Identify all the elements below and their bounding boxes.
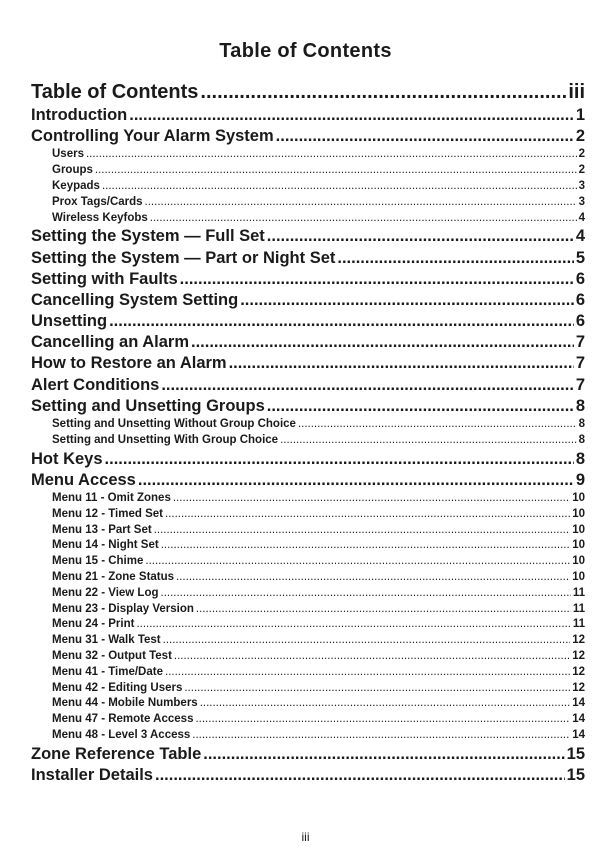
toc-entry[interactable] [31,375,585,396]
dot-leader [203,744,564,765]
toc-entry-page-number: 10 [572,523,585,536]
dot-leader [298,417,577,433]
toc-entry[interactable] [31,226,585,247]
toc-entry-page-number: 8 [578,433,585,446]
dot-leader [267,396,574,417]
dot-leader [102,179,577,195]
dot-leader [109,311,574,332]
toc-entry[interactable] [31,470,585,491]
toc-entry[interactable] [31,449,585,470]
dot-leader [136,617,570,633]
dot-leader [180,269,574,290]
page-number: iii [301,830,310,844]
toc-entry-page-number: 6 [575,290,585,309]
dot-leader [145,554,570,570]
toc-entry-page-number: 3 [578,195,585,208]
toc-entry-label: Introduction [31,106,128,124]
toc-entry-label: Hot Keys [31,449,103,468]
table-of-contents [31,79,585,786]
dot-leader [267,226,574,247]
toc-entry-label: Setting with Faults [31,269,178,288]
dot-leader [176,570,570,586]
dot-leader [165,507,570,523]
toc-entry-page-number: 4 [575,227,585,246]
toc-entry-page-number: 12 [572,649,585,662]
toc-subentry[interactable] [31,147,585,163]
toc-entry-page-number: 10 [572,507,585,520]
toc-entry-page-number: 1 [575,106,585,124]
dot-leader [154,523,571,539]
dot-leader [95,163,577,179]
toc-entry[interactable] [31,269,585,290]
toc-entry-page-number: 7 [575,333,585,352]
toc-entry-label: Menu 11 - Omit Zones [52,492,171,505]
toc-entry-label: How to Restore an Alarm [31,354,227,373]
toc-entry-page-number: 11 [572,586,585,599]
toc-subentry[interactable] [31,681,585,697]
toc-subentry[interactable] [31,712,585,728]
toc-entry-page-number: 10 [572,539,585,552]
toc-entry[interactable] [31,79,585,105]
toc-entry-page-number: 8 [578,418,585,431]
toc-entry-label: Menu 31 - Walk Test [52,634,161,647]
toc-entry-label: Cancelling an Alarm [31,333,190,352]
dot-leader [161,375,573,396]
toc-entry[interactable] [31,765,585,786]
toc-subentry[interactable] [31,696,585,712]
dot-leader [165,665,570,681]
toc-entry-label: Setting and Unsetting Without Group Choice [52,418,296,431]
toc-entry-label: Menu 21 - Zone Status [52,571,175,583]
dot-leader [174,649,570,665]
dot-leader [145,195,577,211]
toc-entry-label: Setting and Unsetting Groups [31,396,265,415]
toc-entry-page-number: 14 [572,728,585,741]
toc-entry-label: Menu Access [31,470,136,489]
toc-entry-page-number: 12 [572,634,585,647]
dot-leader [155,765,565,786]
toc-entry-label: Menu 12 - Timed Set [52,507,163,520]
toc-subentry[interactable] [31,617,585,633]
toc-entry-page-number: 8 [575,396,585,415]
dot-leader [105,449,574,470]
toc-entry-page-number: 3 [578,179,585,192]
toc-subentry[interactable] [31,417,585,433]
toc-subentry[interactable] [31,570,585,586]
toc-entry-page-number: 10 [572,492,585,505]
toc-subentry[interactable] [31,665,585,681]
toc-entry-page-number: 6 [575,312,585,331]
toc-entry[interactable] [31,248,585,269]
dot-leader [161,538,571,554]
dot-leader [191,332,574,353]
toc-subentry[interactable] [31,728,585,744]
toc-entry-label: Menu 14 - Night Set [52,539,159,552]
toc-entry[interactable] [31,353,585,374]
toc-entry-label: Menu 32 - Output Test [52,649,172,662]
dot-leader [184,681,570,697]
toc-entry-label: Menu 15 - Chime [52,555,144,568]
toc-subentry[interactable] [31,554,585,570]
toc-entry-page-number: 7 [575,375,585,394]
toc-entry[interactable] [31,105,585,126]
dot-leader [337,248,573,269]
toc-subentry[interactable] [31,179,585,195]
toc-subentry[interactable] [31,538,585,554]
toc-entry-label: Zone Reference Table [31,744,202,763]
toc-entry[interactable] [31,126,585,147]
toc-entry-page-number: iii [568,81,585,103]
toc-subentry[interactable] [31,586,585,602]
toc-entry-label: Installer Details [31,765,153,784]
toc-entry-label: Menu 42 - Editing Users [52,681,183,694]
toc-entry[interactable] [31,311,585,332]
toc-entry-page-number: 9 [575,470,585,489]
dot-leader [86,147,577,163]
dot-leader [280,433,577,449]
toc-entry-page-number: 2 [578,164,585,177]
dot-leader [195,712,570,728]
dot-leader [163,633,571,649]
dot-leader [229,353,574,374]
toc-entry-label: Menu 23 - Display Version [52,602,194,615]
toc-subentry[interactable] [31,507,585,523]
toc-subentry[interactable] [31,211,585,227]
toc-entry-page-number: 14 [572,713,585,726]
toc-entry-page-number: 6 [575,269,585,288]
toc-entry-label: Menu 13 - Part Set [52,523,152,536]
dot-leader [200,79,566,105]
toc-entry-page-number: 10 [572,571,585,583]
toc-entry[interactable] [31,290,585,311]
toc-entry-label: Controlling Your Alarm System [31,127,274,146]
dot-leader [196,602,571,618]
toc-entry-label: Menu 44 - Mobile Numbers [52,697,198,710]
dot-leader [138,470,574,491]
toc-entry-label: Prox Tags/Cards [52,195,143,208]
dot-leader [161,586,571,602]
toc-entry-label: Unsetting [31,312,108,331]
toc-entry-label: Menu 22 - View Log [52,586,159,599]
toc-entry-page-number: 5 [575,248,585,267]
toc-entry-page-number: 12 [572,681,585,694]
toc-subentry[interactable] [31,195,585,211]
toc-entry-label: Alert Conditions [31,375,160,394]
toc-entry-page-number: 8 [575,449,585,468]
toc-entry-page-number: 15 [566,744,585,763]
toc-entry-label: Cancelling System Setting [31,290,239,309]
toc-entry-page-number: 4 [578,211,585,224]
toc-entry-label: Menu 24 - Print [52,618,135,631]
toc-entry-label: Setting the System — Part or Night Set [31,248,336,267]
toc-entry-label: Menu 41 - Time/Date [52,665,163,678]
toc-subentry[interactable] [31,633,585,649]
dot-leader [276,126,574,147]
toc-entry[interactable] [31,332,585,353]
toc-entry-label: Wireless Keyfobs [52,211,148,224]
toc-entry-page-number: 7 [575,354,585,373]
toc-entry-page-number: 2 [575,127,585,146]
toc-entry[interactable] [31,744,585,765]
toc-entry-label: Table of Contents [31,81,199,103]
toc-entry-page-number: 10 [572,555,585,568]
toc-entry-label: Setting the System — Full Set [31,227,265,246]
page-title: Table of Contents [219,40,392,62]
dot-leader [129,105,574,126]
toc-entry-page-number: 2 [578,148,585,161]
toc-entry-label: Groups [52,164,93,177]
toc-subentry[interactable] [31,433,585,449]
toc-entry-label: Menu 48 - Level 3 Access [52,728,191,741]
toc-entry-label: Users [52,148,84,161]
dot-leader [192,728,570,744]
toc-entry-page-number: 12 [572,665,585,678]
toc-entry[interactable] [31,396,585,417]
dot-leader [150,211,577,227]
toc-entry-label: Keypads [52,179,100,192]
toc-subentry[interactable] [31,523,585,539]
dot-leader [240,290,574,311]
dot-leader [173,491,570,507]
dot-leader [200,696,571,712]
toc-subentry[interactable] [31,491,585,507]
toc-subentry[interactable] [31,602,585,618]
toc-entry-page-number: 14 [572,697,585,710]
toc-entry-label: Menu 47 - Remote Access [52,713,194,726]
toc-subentry[interactable] [31,649,585,665]
toc-entry-label: Setting and Unsetting With Group Choice [52,433,279,446]
toc-subentry[interactable] [31,163,585,179]
toc-entry-page-number: 15 [566,765,585,784]
toc-entry-page-number: 11 [572,618,585,631]
toc-entry-page-number: 11 [572,602,585,615]
